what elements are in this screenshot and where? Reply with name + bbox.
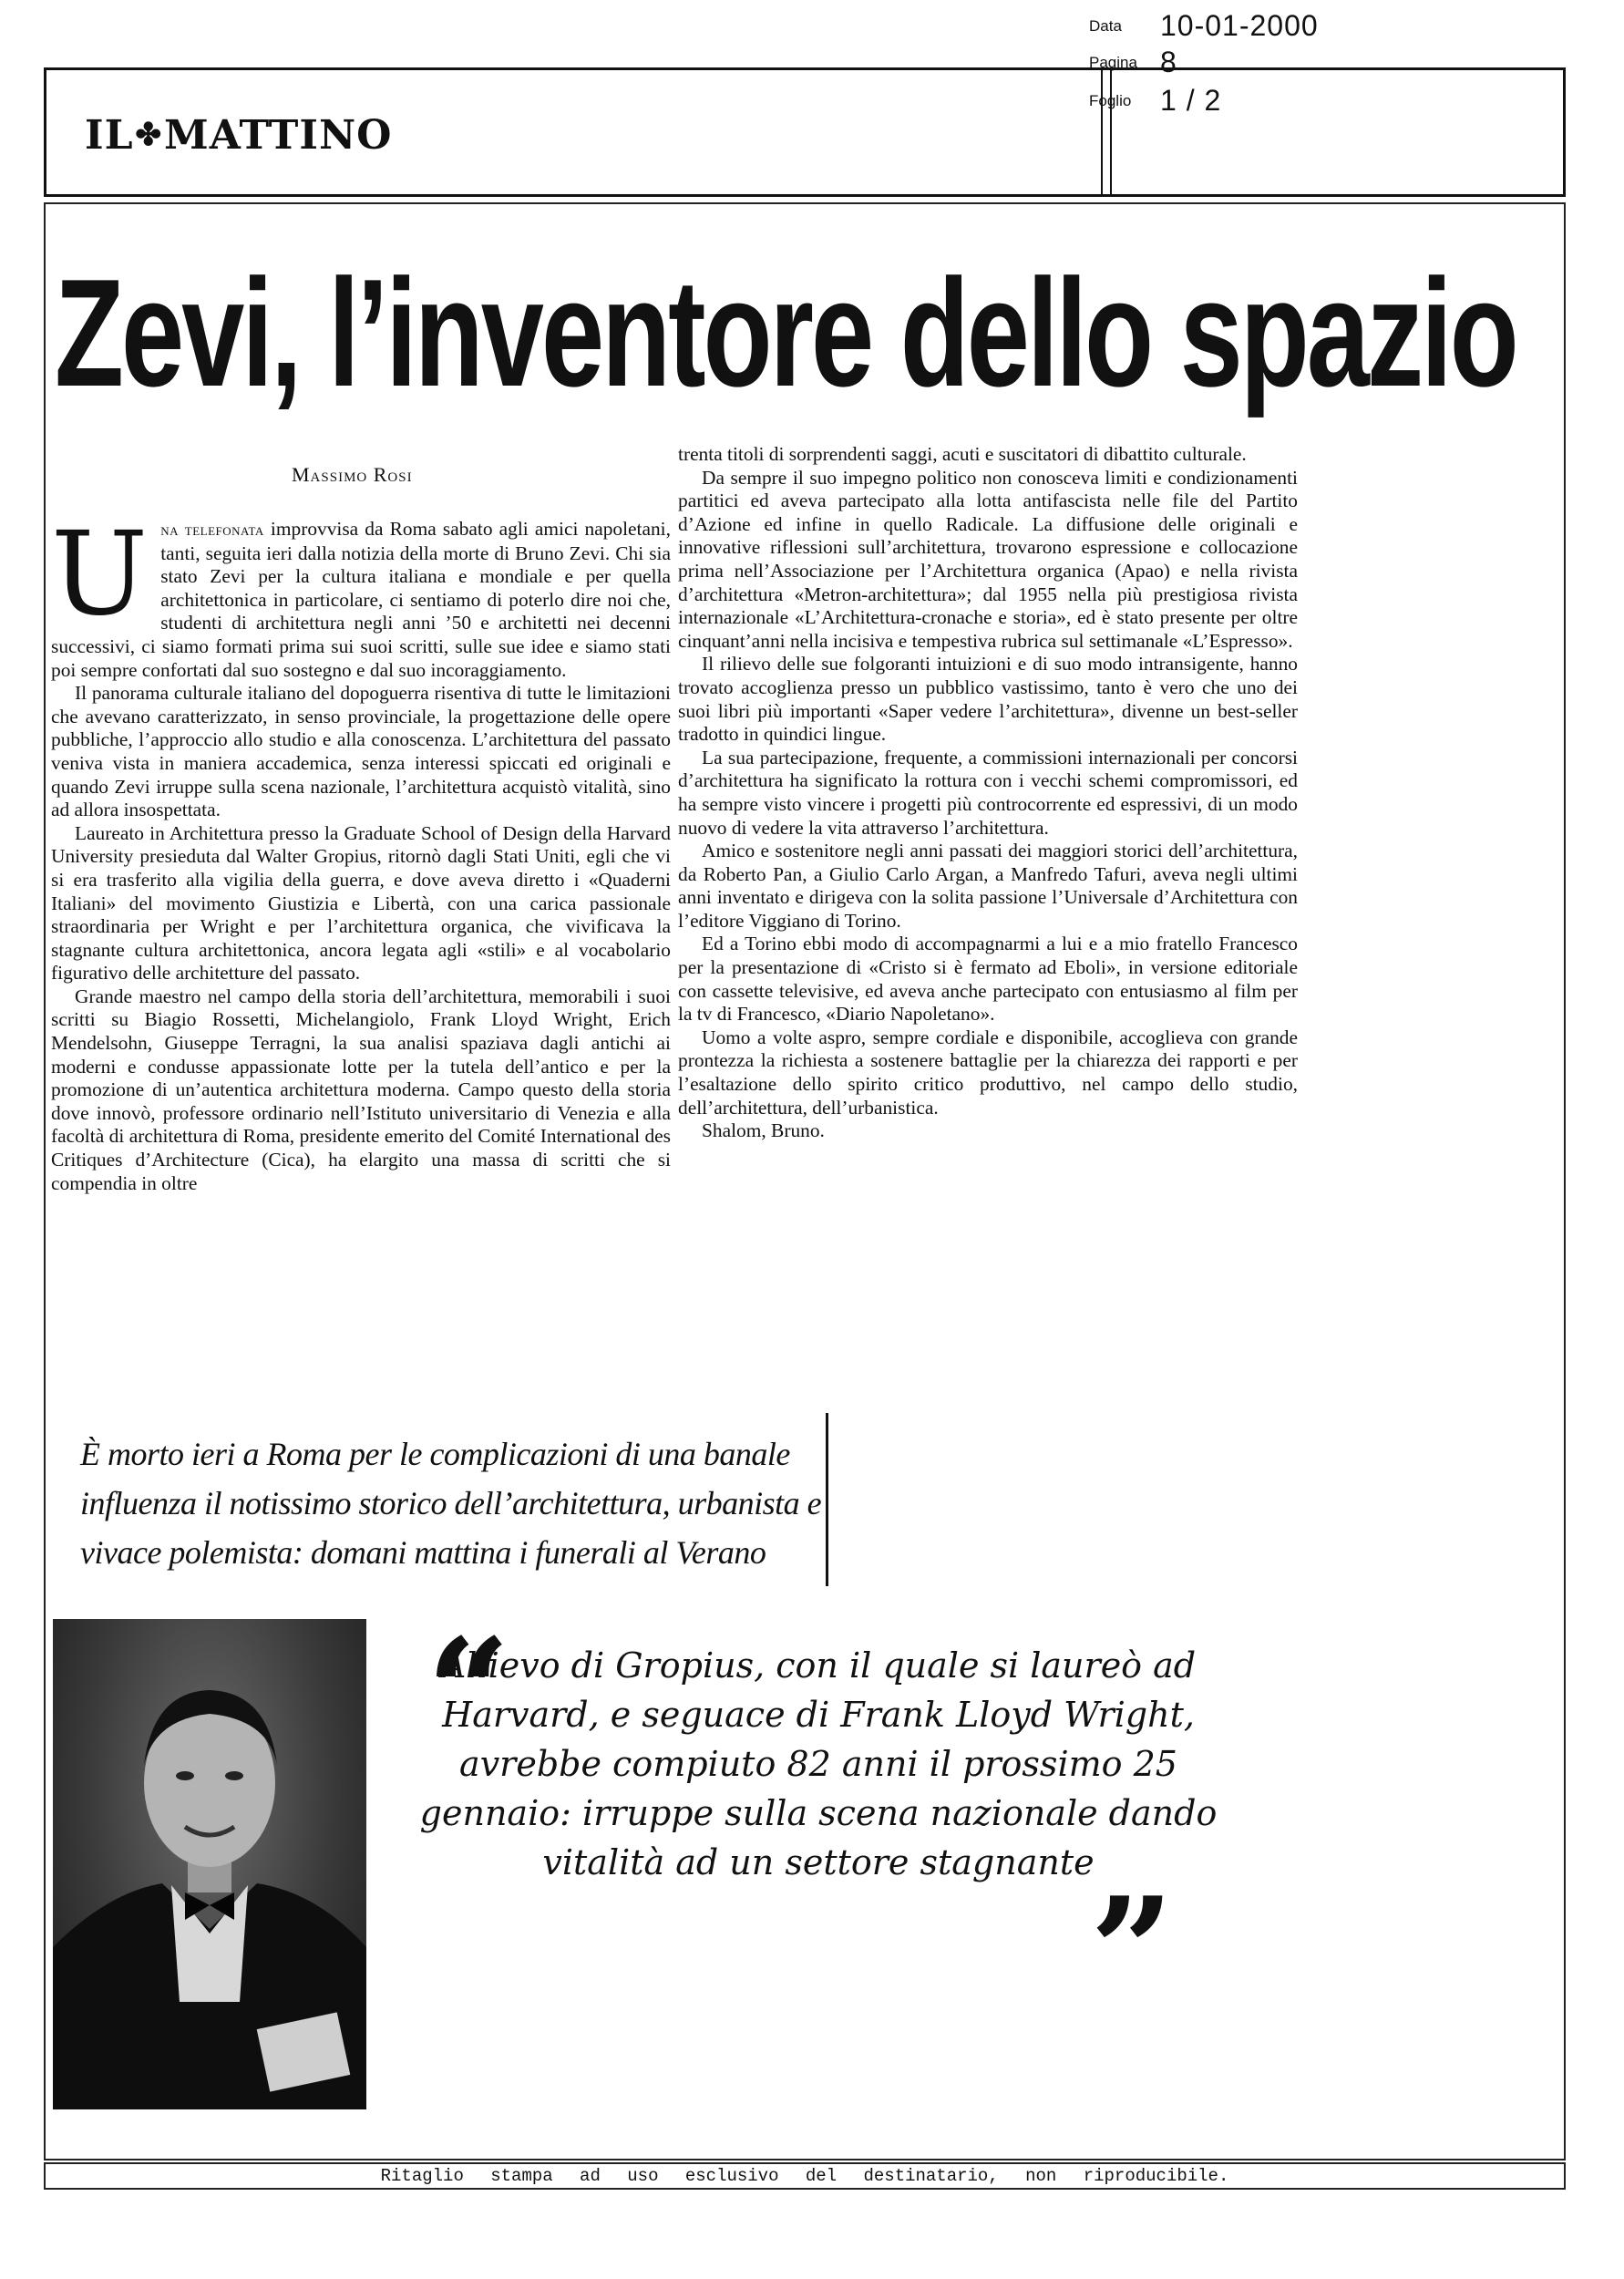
newspaper-logo bbox=[85, 112, 393, 159]
headline: Zevi, l’inventore dello spazio bbox=[55, 247, 1516, 418]
paragraph bbox=[51, 507, 671, 682]
paragraph: Amico e sostenitore negli anni passati dei maggiori storici dell’architettura, da Roberto Pan, a Giulio Carlo Argan, a Manfredo Tafuri, aveva negli ultimi anni inventato e dirigeva con la solita passione l’Universale d’Architettura con l’editore Viggiano di Torino. bbox=[678, 840, 1298, 932]
meta-sheet-value: 1 / 2 bbox=[1160, 84, 1222, 117]
meta-date-value: 10-01-2000 bbox=[1160, 9, 1319, 42]
paragraph: Il rilievo delle sue folgoranti intuizioni e di suo modo intransigente, hanno trovato accoglienza presso un pubblico vastissimo, tanto è vero che uno dei suoi libri più importanti «Saper vedere l’architettura», divenne un best-seller tradotto in quindici lingue. bbox=[678, 653, 1298, 746]
logo-text-left: IL bbox=[85, 112, 134, 159]
quote-close-icon: ” bbox=[1090, 1865, 1175, 2037]
paragraph: trenta titoli di sorprendenti saggi, acuti e suscitatori di dibattito culturale. bbox=[678, 443, 1247, 465]
byline: Massimo Rosi bbox=[292, 463, 413, 486]
left-column bbox=[51, 507, 671, 1195]
paragraph: Shalom, Bruno. bbox=[702, 1119, 825, 1142]
meta-sheet-label: Foglio bbox=[1089, 91, 1132, 109]
paragraph: Grande maestro nel campo della storia dell’architettura, memorabili i suoi scritti su Biagio Rossetti, Michelangiolo, Frank Lloyd Wright, Erich Mendelsohn, Giuseppe Terragni, la sua analisi spaziava dagli antichi ai moderni e condusse appassionate lotte per la tutela dell’antico e per la promozione di un’autentica architettura moderna. Campo questo della storia dove innovò, professore ordinario nell’Istituto universitario di Venezia e alla facoltà di architettura di Roma, presidente emerito del Comité International des Critiques d’Architecture (Cica), ha elargito una massa di scritti che si compendia in oltre bbox=[51, 985, 671, 1194]
pull-quote: Allievo di Gropius, con il quale si laureò ad Harvard, e seguace di Frank Lloyd Wright, avrebbe compiuto 82 anni il prossimo 25 gennaio: irruppe sulla scena nazionale dando vitalità ad un settore stagnante bbox=[419, 1645, 1218, 1882]
masthead-box bbox=[44, 67, 1566, 197]
paragraph: Laureato in Architettura presso la Graduate School of Design della Harvard University presieduta dal Walter Gropius, ritornò dagli Stati Uniti, egli che vi si era trasferito alla vigilia della guerra, e dove aveva diretto i «Quaderni Italiani» del movimento Giustizia e Libertà, con una carica passionale straordinaria per Wright e per l’architettura organica, che vivificava la stagnante cultura architettonica, ancora legata agli «stili» e al vocabolario figurativo delle architetture del passato. bbox=[51, 821, 671, 985]
drop-cap: U bbox=[51, 507, 149, 641]
rooster-icon: ✤ bbox=[135, 117, 163, 153]
footer-notice: Ritaglio stampa ad uso esclusivo del destinatario, non riproducibile. bbox=[380, 2166, 1229, 2186]
meta-page-label: Pagina bbox=[1089, 53, 1137, 71]
paragraph: Il panorama culturale italiano del dopoguerra risentiva di tutte le limitazioni che avevano caratterizzato, in senso provinciale, la progettazione delle opere pubbliche, l’approccio allo studio e alla conoscenza. L’architettura del passato veniva vista in maniera accademica, senza interessi spiccati ed originali e quando Zevi irruppe sulla scena nazionale, l’architettura acquistò vitalità, sino ad allora insospettata. bbox=[51, 682, 671, 821]
paragraph: Uomo a volte aspro, sempre cordiale e disponibile, accoglieva con grande prontezza la richiesta a sostenere battaglie per la chiarezza dei rapporti e per l’esaltazione dello spirito critico produttivo, nel campo dello studio, dell’architettura, dell’urbanistica. bbox=[678, 1026, 1298, 1119]
lead-small-caps: na telefonata bbox=[160, 521, 264, 539]
subtitle-rule bbox=[826, 1413, 828, 1586]
meta-date bbox=[1089, 9, 1319, 43]
article-subtitle: È morto ieri a Roma per le complicazioni di una banale influenza il notissimo storico dell’architettura, urbanista e vivace polemista: domani mattina i funerali al Verano bbox=[80, 1436, 822, 1571]
meta-page-value: 8 bbox=[1160, 46, 1177, 78]
paragraph: Ed a Torino ebbi modo di accompagnarmi a lui e a mio fratello Francesco per la presentazione di «Cristo si è fermato ad Eboli», in versione editoriale con cassette televisive, ed aveva anche partecipato con entusiasmo al film per la tv di Francesco, «Diario Napoletano». bbox=[678, 933, 1298, 1026]
quote-open-icon: “ bbox=[427, 1606, 511, 1778]
paragraph: La sua partecipazione, frequente, a commissioni internazionali per concorsi d’architettura ha significato la rottura con i vecchi schemi compromissori, ed ha sempre visto vincere i progetti più controcorrente ed espressivi, di un modo nuovo di vedere la vita attraverso l’architettura. bbox=[678, 746, 1298, 839]
meta-page bbox=[1089, 46, 1177, 79]
paragraph-text: improvvisa da Roma sabato agli amici napoletani, tanti, seguita ieri dalla notizia della morte di Bruno Zevi. Chi sia stato Zevi per la cultura italiana e mondiale e per quella architettonica in particolare, ci sentiamo di poterlo dire noi che, studenti di architettura negli anni ’50 e architetti nei decenni successivi, ci siamo formati prima sui suoi scritti, sulle sue idee e siamo stati poi sempre confortati dal suo sostegno e dal suo incoraggiamento. bbox=[51, 518, 671, 681]
portrait-illustration bbox=[53, 1619, 366, 2109]
meta-date-label: Data bbox=[1089, 16, 1122, 35]
portrait-photo bbox=[53, 1619, 366, 2109]
meta-sheet bbox=[1089, 84, 1221, 118]
paragraph: Da sempre il suo impegno politico non conosceva limiti e condizionamenti partitici ed aveva partecipato alla lotta antifascista nelle file del Partito d’Azione ed infine in quello Radicale. La diffusione delle originali e innovative riflessioni sull’architettura, trovarono espressione e collocazione prima nell’Associazione per l’Architettura organica (Apao) e nella rivista d’architettura «Metron-architettura»; dal 1955 nella più prestigiosa rivista internazionale «L’Architettura-cronache e storia», ed è stato presente per oltre cinquant’anni nella incisiva e tempestiva rubrica sul settimanale «L’Espresso». bbox=[678, 466, 1298, 652]
right-column bbox=[678, 443, 1298, 1143]
logo-text-right: MATTINO bbox=[164, 112, 393, 159]
